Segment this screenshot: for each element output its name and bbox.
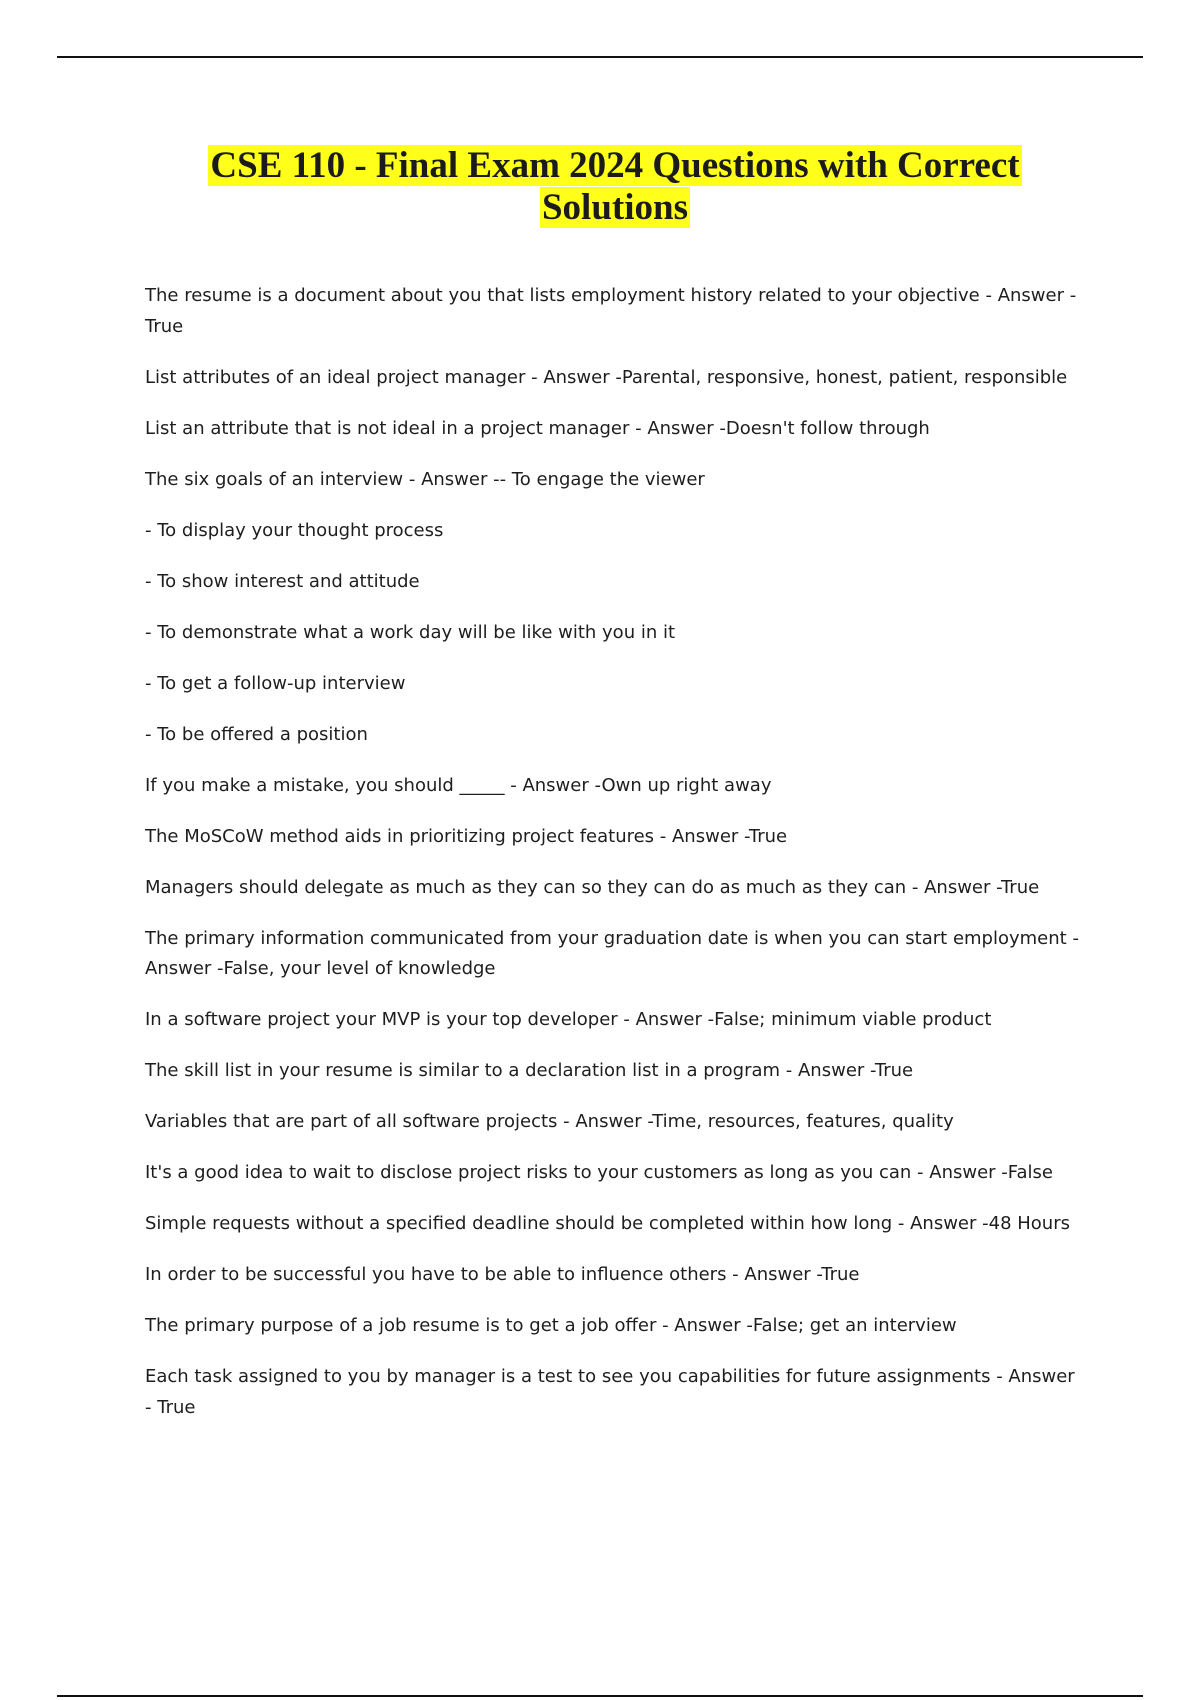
top-divider — [57, 56, 1143, 58]
question-answer-1: The resume is a document about you that lists employment history related to your objective - Answer - True — [145, 285, 1077, 337]
question-answer-3: List an attribute that is not ideal in a project manager - Answer -Doesn't follow through — [145, 417, 930, 439]
interview-goal-item: - To demonstrate what a work day will be like with you in it — [145, 621, 676, 643]
question-answer-7: Managers should delegate as much as they can so they can do as much as they can - Answer -True — [145, 876, 1040, 898]
interview-goal-item: - To get a follow-up interview — [145, 672, 406, 694]
question-list — [145, 281, 1080, 1444]
question-answer-16: Each task assigned to you by manager is a test to see you capabilities for future assignments - Answer - True — [145, 1366, 1075, 1418]
question-answer-12: It's a good idea to wait to disclose project risks to your customers as long as you can - Answer -False — [145, 1162, 1053, 1183]
document-title — [140, 145, 1090, 229]
question-answer-8: The primary information communicated from your graduation date is when you can start employment - Answer -False, your level of knowledge — [145, 927, 1079, 979]
question-answer-4: The six goals of an interview - Answer -- To engage the viewer — [145, 468, 705, 490]
title-line-1: CSE 110 - Final Exam 2024 Questions with Correct — [210, 145, 1020, 186]
question-answer-5: If you make a mistake, you should _____ - Answer -Own up right away — [145, 774, 772, 796]
question-answer-14: In order to be successful you have to be able to influence others - Answer -True — [145, 1264, 860, 1285]
bottom-divider — [57, 1695, 1143, 1697]
question-answer-6: The MoSCoW method aids in prioritizing project features - Answer -True — [145, 825, 788, 847]
question-answer-10: The skill list in your resume is similar to a declaration list in a program - Answer -True — [145, 1060, 914, 1081]
interview-goal-item: - To show interest and attitude — [145, 570, 420, 592]
question-answer-2: List attributes of an ideal project manager - Answer -Parental, responsive, honest, patient, responsible — [145, 366, 1068, 388]
question-answer-11: Variables that are part of all software projects - Answer -Time, resources, features, quality — [145, 1111, 954, 1132]
question-answer-9: In a software project your MVP is your top developer - Answer -False; minimum viable product — [145, 1009, 992, 1030]
question-answer-13: Simple requests without a specified deadline should be completed within how long - Answer -48 Hours — [145, 1213, 1070, 1234]
interview-goal-item: - To display your thought process — [145, 519, 444, 541]
question-answer-15: The primary purpose of a job resume is to get a job offer - Answer -False; get an interview — [145, 1315, 957, 1336]
title-line-2: Solutions — [541, 187, 688, 228]
interview-goal-item: - To be offered a position — [145, 723, 368, 745]
